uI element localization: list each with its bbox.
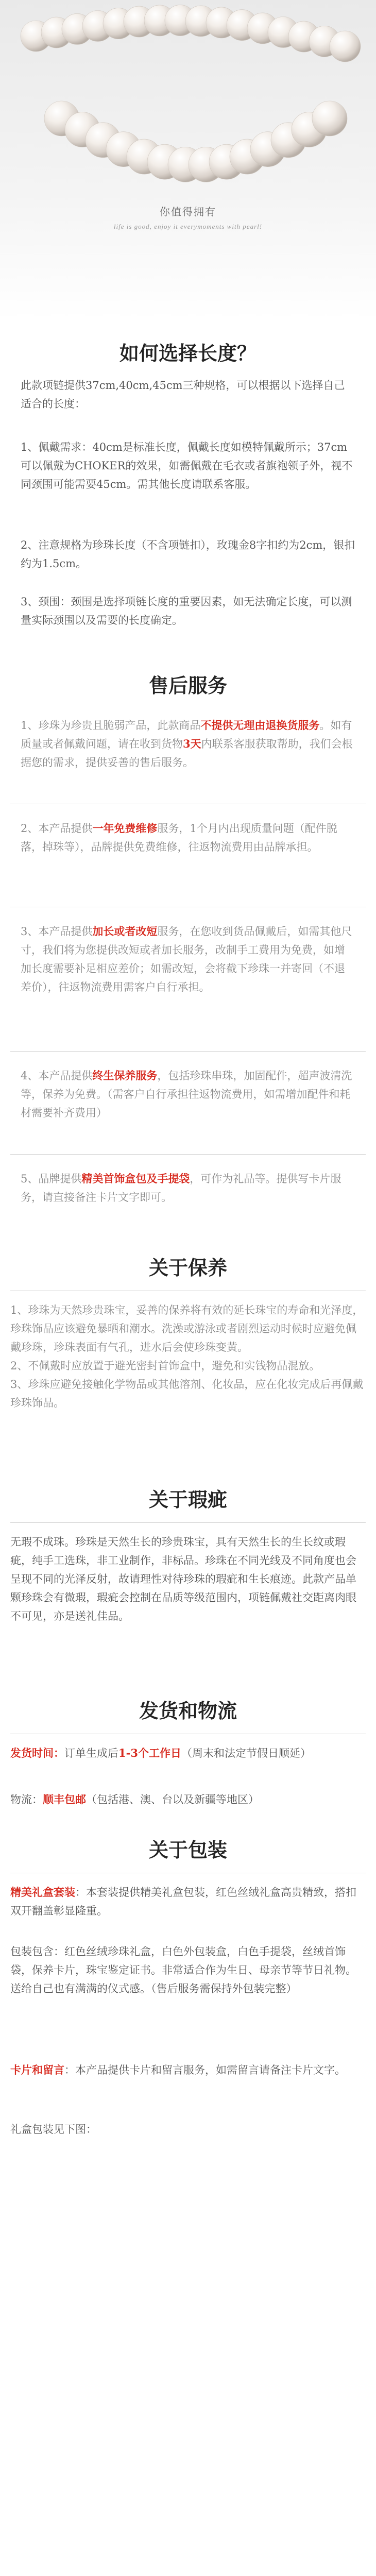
shipping-time: 发货时间：订单生成后1-3个工作日（周末和法定节假日顺延） — [10, 1747, 311, 1759]
divider — [10, 1051, 366, 1052]
aftersale-item-3: 3、本产品提供加长或者改短服务，在您收到货品佩戴后，如需其他尺寸，我们将为您提供改短或者加长服务，改制手工费用为免费，如增加长度需要补足相应差价；如需改短，会将截下珍珠一并寄回（不退差价），往返物流费用需客户自行承担。 — [21, 925, 352, 993]
length-item-1: 1、佩戴需求：40cm是标准长度，佩戴长度如模特佩戴所示；37cm可以佩戴为CHOKER的效果，如需佩戴在毛衣或者旗袍领子外，视不同颈围可能需要45cm。需其他长度请联系客服。 — [21, 441, 353, 490]
length-item-2: 2、注意规格为珍珠长度（不含项链扣），玫瑰金8字扣约为2cm，银扣约为1.5cm。 — [21, 539, 355, 570]
length-item-3: 3、颈围：颈围是选择项链长度的重要因素，如无法确定长度，可以测量实际颈围以及需要的长度确定。 — [21, 596, 352, 626]
aftersale-title: 售后服务 — [148, 674, 227, 697]
packaging-contents: 包装包含：红色丝绒珍珠礼盒，白色外包装盒，白色手提袋，丝绒首饰袋，保养卡片，珠宝鉴定证书。非常适合作为生日、母亲节等节日礼物。送给自己也有满满的仪式感。（售后服务需保持外包装完整） — [10, 1945, 356, 1995]
care-body: 1、珍珠为天然珍贵珠宝，妥善的保养将有效的延长珠宝的寿命和光泽度，珍珠饰品应该避免暴晒和潮水。洗澡或游泳或者剧烈运动时候时应避免佩戴珍珠，珍珠表面有气孔，进水后会使珍珠变黄。 2、不佩戴时应放置于避光密封首饰盒中，避免和实钱物品混放。 3、珍珠应避免接触化学物品或其他溶剂、化妆品，应在化妆完成后再佩戴珍珠饰品。 — [10, 1304, 364, 1409]
flaw-body: 无瑕不成珠。珍珠是天然生长的珍贵珠宝，具有天然生长的生长纹或瑕疵，纯手工选珠，非工业制作，非标品。珍珠在不同光线及不同角度也会呈现不同的光泽反射，故请理性对待珍珠的瑕疵和生长痕迹。此款产品单颗珍珠会有微瑕，瑕疵会控制在品质等级范围内，项链佩戴社交距离肉眼不可见，亦是送礼佳品。 — [10, 1536, 356, 1622]
aftersale-item-4: 4、本产品提供终生保养服务，包括珍珠串珠，加固配件，超声波清洗等，保养为免费。（需客户自行承担往返物流费用，如需增加配件和耗材需要补齐费用） — [21, 1069, 352, 1119]
pearl — [312, 101, 347, 136]
packaging-gift: 精美礼盒套装：本套装提供精美礼盒包装，红色丝绒礼盒高贵精致，搭扣双开翻盖彰显隆重。 — [10, 1886, 356, 1917]
flaw-title: 关于瑕疵 — [148, 1488, 227, 1511]
aftersale-item-1: 1、珍珠为珍贵且脆弱产品，此款商品不提供无理由退换货服务。如有质量或者佩戴问题，请在收到货物3天内联系客服获取帮助，我们会根据您的需求，提供妥善的售后服务。 — [21, 719, 353, 769]
care-title: 关于保养 — [148, 1257, 227, 1279]
hero-banner — [0, 0, 376, 319]
shipping-title: 发货和物流 — [139, 1700, 237, 1722]
length-intro: 此款项链提供37cm,40cm,45cm三种规格，可以根据以下选择自己适合的长度： — [21, 379, 345, 410]
hero-tagline-cn: 你值得拥有 — [160, 206, 216, 218]
divider — [10, 1154, 366, 1155]
pearl — [330, 31, 361, 62]
divider — [10, 1522, 366, 1523]
length-title: 如何选择长度？ — [119, 342, 257, 365]
aftersale-item-2: 2、本产品提供一年免费维修服务，1个月内出现质量问题（配件脱落，掉珠等），品牌提供免费维修，往返物流费用由品牌承担。 — [21, 822, 337, 853]
hero-tagline-en: life is good, enjoy it everymoments with pearl! — [113, 223, 263, 230]
packaging-card: 卡片和留言：本产品提供卡片和留言服务，如需留言请备注卡片文字。 — [10, 2063, 346, 2076]
pearl-necklace-image — [0, 0, 376, 196]
packaging-image-note: 礼盒包装见下图： — [10, 2123, 97, 2136]
aftersale-item-5: 5、品牌提供精美首饰盒包及手提袋，可作为礼品等。提供写卡片服务，请直接备注卡片文字即可。 — [21, 1172, 341, 1204]
packaging-title: 关于包装 — [148, 1839, 227, 1861]
shipping-logistics: 物流：顺丰包邮（包括港、澳、台以及新疆等地区） — [10, 1793, 259, 1806]
